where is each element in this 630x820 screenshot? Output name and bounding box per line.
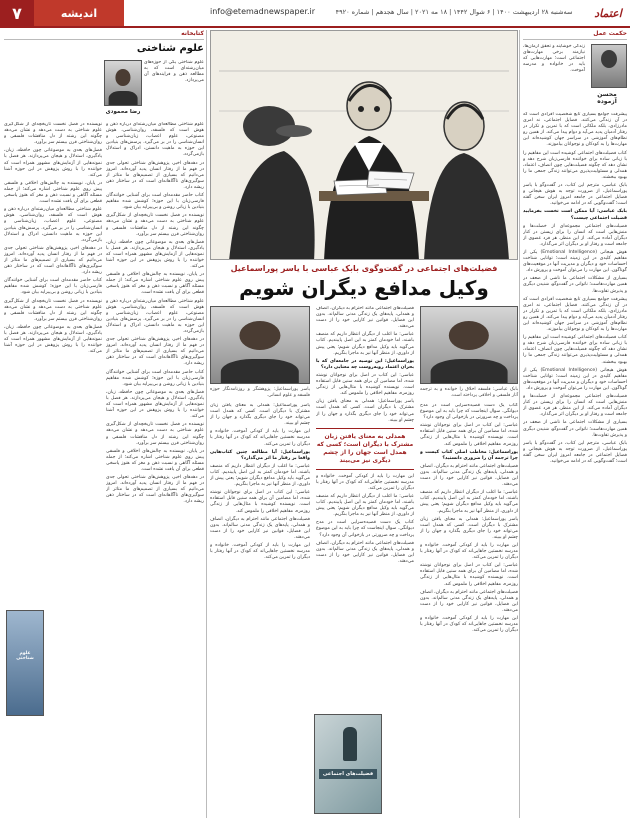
contact-email[interactable]: info@etemadnewspaper.ir (210, 7, 316, 16)
interview-question: پوراسماعیل: مخاطب اصلی کتاب کیست و چرا ترجمه آن را ضروری دانستید؟ (420, 449, 518, 461)
review-title: علوم شناختی (136, 43, 204, 54)
interviewer-photo (210, 306, 310, 384)
person-silhouette (239, 321, 280, 350)
newspaper-logo: اعتماد (594, 6, 622, 20)
author-name: رضا محمودی (105, 109, 141, 115)
paragraph: فضیلت‌های اجتماعی مجموعه‌ای از خصلت‌ها و منش‌هایی است که انسان را برای زیستن در کنار دیگران آماده می‌کند. از این منظر، هر فرد عضوی از جامعه است و رفتار او بر دیگران اثر می‌گذارد. (523, 223, 627, 247)
author-name: محسن آزموده (597, 91, 617, 105)
paragraph: علوم شناختی مطالعه‌ای میان‌رشته‌ای درباره ذهن و هوش است که فلسفه، روان‌شناسی، هوش مصنوعی، علوم اعصاب، زبان‌شناسی و انسان‌شناسی را در بر می‌گیرد. پرسش‌های بنیادین این حوزه به ماهیت دانستن، ادراک و استدلال بازمی‌گردد. (106, 122, 204, 158)
paragraph: علوم شناختی مطالعه‌ای میان‌رشته‌ای درباره ذهن و هوش است که فلسفه، روان‌شناسی، هوش مصنوعی، علوم اعصاب، زبان‌شناسی و انسان‌شناسی را در بر می‌گیرد. پرسش‌های بنیادین این حوزه به ماهیت دانستن، ادراک و استدلال بازمی‌گردد. (4, 207, 102, 243)
column-left (4, 30, 204, 818)
paragraph: بسیاری از مشکلات اجتماعی ما ناشی از ضعف در همین مهارت‌هاست؛ ناتوانی در گفت‌وگو، شنیدن دیگری و پذیرش تفاوت‌ها. (523, 276, 627, 294)
review-intro: علوم شناختی یکی از حوزه‌های میان‌رشته‌ای است که به مطالعه ذهن و فرایندهای آن می‌پردازد. (144, 60, 204, 84)
paragraph: در پایان، نویسنده به چالش‌های اخلاقی و فلسفی پیش روی علوم شناختی اشاره می‌کند؛ از جمله مسئله آگاهی و نسبت ذهن و مغز که هنوز پاسخی قطعی برای آن یافت نشده است. (4, 180, 102, 205)
column-divider (206, 30, 207, 818)
interview-question: پوراسماعیل: آیا مطالعه چنین کتاب‌هایی واقعا بر رفتار ما اثر می‌گذارد؟ (210, 449, 310, 461)
book-cover (314, 714, 382, 814)
column-right (523, 30, 627, 818)
paragraph: این مهارت را باید از کودکی آموخت. خانواده و مدرسه نخستین جاهایی‌اند که کودک در آنها رفتار با دیگران را تمرین می‌کند. (210, 429, 310, 447)
paragraph: فضیلت‌های اجتماعی مانند احترام به دیگران، انصاف و همدلی، پایه‌های یک زندگی مدنی سالم‌اند. بدون این فضایل، قوانین نیز کارایی خود را از دست می‌دهند. (420, 463, 518, 488)
paragraph: بابک عباسی، مترجم این کتاب، در گفت‌وگو با یاسر پوراسماعیل، از ضرورت توجه به هوش هیجانی و فضایل اجتماعی در جامعه امروز ایران سخن گفته است؛ گفت‌وگویی که در ادامه می‌خوانید. (523, 183, 627, 207)
paragraph: این مهارت را باید از کودکی آموخت. خانواده و مدرسه نخستین جاهایی‌اند که کودک در آنها رفتار با دیگران را تمرین می‌کند. (420, 616, 518, 634)
paragraph: فضیلت‌های اجتماعی مانند احترام به دیگران، انصاف و همدلی، پایه‌های یک زندگی مدنی سالم‌اند. بدون این فضایل، قوانین نیز کارایی خود را از دست می‌دهند. (316, 540, 414, 564)
paragraph: پیشرفت جوامع بسیاری تابع شخصیت افرادی است که در آن زندگی می‌کنند. فضایل اجتماعی، نه امری مادرزادی، بلکه ملکاتی است که با تمرین و تکرار در رفتار آدمیان پدید می‌آید و دوام پیدا می‌کند. از همین رو نظام‌های آموزشی در سراسر جهان کوشیده‌اند این مهارت‌ها را به کودکان و نوجوانان بیاموزند. (523, 112, 627, 148)
paragraph: پیشرفت جوامع بسیاری تابع شخصیت افرادی است که در آن زندگی می‌کنند. فضایل اجتماعی، نه امری مادرزادی، بلکه ملکاتی است که با تمرین و تکرار در رفتار آدمیان پدید می‌آید و دوام پیدا می‌کند. از همین رو نظام‌های آموزشی در سراسر جهان کوشیده‌اند این مهارت‌ها را به کودکان و نوجوانان بیاموزند. (523, 296, 627, 333)
author-box (523, 44, 627, 112)
paragraph: یاسر پوراسماعیل: همدلی به معنای یافتن زبان مشترک با دیگران است. کسی که همدل است می‌تواند خود را جای دیگری بگذارد و جهان را از چشم او ببیند. (420, 516, 518, 540)
paragraph: فضیلت‌های اجتماعی مانند احترام به دیگران، انصاف و همدلی، پایه‌های یک زندگی مدنی سالم‌اند. بدون این فضایل، قوانین نیز کارایی خود را از دست می‌دهند. (316, 306, 414, 330)
paragraph: عباسی: این کتاب در اصل برای نوجوانان نوشته شده، اما مضامین آن برای همه سنین قابل استفاده است. نویسنده کوشیده با مثال‌هایی از زندگی روزمره، مفاهیم اخلاقی را ملموس کند. (210, 490, 310, 514)
interviewee-photo (420, 306, 518, 384)
paragraph: هوش هیجانی (Emotional Intelligence) یکی از مفاهیم کلیدی در این زمینه است؛ توانایی شناخت احساسات خود و دیگران و مدیریت آنها در موقعیت‌های گوناگون. این مهارت را می‌توان آموخت و پرورش داد. (523, 367, 627, 391)
photo-caption: یاسر پوراسماعیل: پژوهشگر و روزنامه‌نگار حوزه فلسفه و علوم انسانی. (210, 387, 310, 398)
paragraph: کتاب فضیلت‌های اجتماعی کوشیده است این مفاهیم را با زبانی ساده برای خواننده فارسی‌زبان شرح دهد و نشان دهد که چگونه فضیلت‌هایی چون انصاف، اعتماد، همدلی و مسئولیت‌پذیری می‌توانند زندگی جمعی ما را بهبود ببخشند. (523, 150, 627, 180)
section-label: اندیشه (34, 0, 124, 26)
column-kicker: کتابخانه (4, 30, 204, 40)
paragraph: یاسر پوراسماعیل: همدلی به معنای یافتن زبان مشترک با دیگران است. کسی که همدل است می‌تواند خود را جای دیگری بگذارد و جهان را از چشم او ببیند. (210, 403, 310, 427)
person-silhouette (449, 321, 489, 350)
paragraph: عباسی: ما اغلب از دیگران انتظار داریم که منصف باشند، اما خودمان کمتر به این اصل پایبندیم. کتاب می‌گوید باید وکیل مدافع دیگران شویم؛ یعنی پیش از داوری، از منظر آنها نیز به ماجرا بنگریم. (316, 493, 414, 518)
paragraph: این مهارت را باید از کودکی آموخت. خانواده و مدرسه نخستین جاهایی‌اند که کودک در آنها رفتار با دیگران را تمرین می‌کند. (210, 542, 310, 561)
paragraph: هوش هیجانی (Emotional Intelligence) یکی از مفاهیم کلیدی در این زمینه است؛ توانایی شناخت احساسات خود و دیگران و مدیریت آنها در موقعیت‌های گوناگون. این مهارت را می‌توان آموخت و پرورش داد. (523, 249, 627, 274)
paragraph: فصل‌های بعدی به موضوعاتی چون حافظه، زبان، یادگیری، استدلال و هیجان می‌پردازند. هر فصل با نمونه‌هایی از آزمایش‌های مشهور همراه است که خواننده را با روش پژوهش در این حوزه آشنا می‌کند. (106, 239, 204, 270)
paragraph: این مهارت را باید از کودکی آموخت. خانواده و مدرسه نخستین جاهایی‌اند که کودک در آنها رفتار با دیگران را تمرین می‌کند. (316, 473, 414, 491)
column-text (210, 403, 310, 703)
paragraph: علوم شناختی مطالعه‌ای میان‌رشته‌ای درباره ذهن و هوش است که فلسفه، روان‌شناسی، هوش مصنوعی، علوم اعصاب، زبان‌شناسی و انسان‌شناسی را در بر می‌گیرد. پرسش‌های بنیادین این حوزه به ماهیت دانستن، ادراک و استدلال بازمی‌گردد. (106, 298, 204, 334)
review-column (106, 122, 204, 812)
article-column (420, 306, 518, 818)
paragraph: عباسی: ما اغلب از دیگران انتظار داریم که منصف باشند، اما خودمان کمتر به این اصل پایبندیم. کتاب می‌گوید باید وکیل مدافع دیگران شویم؛ یعنی پیش از داوری، از منظر آنها نیز به ماجرا بنگریم. (210, 463, 310, 488)
paragraph: کتاب حاضر مقدمه‌ای است برای آشنایی خوانندگان فارسی‌زبان با این حوزه؛ کوشش شده مفاهیم بنیادین با زبانی روشن و بی‌پیرایه بیان شود. (106, 193, 204, 211)
paragraph: بسیاری از مشکلات اجتماعی ما ناشی از ضعف در همین مهارت‌هاست؛ ناتوانی در گفت‌وگو، شنیدن دیگری و پذیرش تفاوت‌ها. (523, 420, 627, 438)
dateline: سه‌شنبه ۲۸ اردیبهشت ۱۴۰۰ | ۶ شوال ۱۴۴۲ | ۱۸ مه ۲۰۲۱ | سال هجدهم | شماره ۴۹۲۰ (335, 8, 573, 16)
paragraph: کتاب یک دست قصیده‌سرایی است در مدح دیوانگی. سوال اینجاست که چرا باید به این موضوع پرداخت و چه ضرورتی در بازخوانی آن وجود دارد؟ (420, 403, 518, 421)
paragraph: فصل‌های بعدی به موضوعاتی چون حافظه، زبان، یادگیری، استدلال و هیجان می‌پردازند. هر فصل با نمونه‌هایی از آزمایش‌های مشهور همراه است که خواننده را با روش پژوهش در این حوزه آشنا می‌کند. (4, 324, 102, 355)
header-rule (0, 26, 630, 28)
paragraph: کتاب فضیلت‌های اجتماعی کوشیده است این مفاهیم را با زبانی ساده برای خواننده فارسی‌زبان شرح دهد و نشان دهد که چگونه فضیلت‌هایی چون انصاف، اعتماد، همدلی و مسئولیت‌پذیری می‌توانند زندگی جمعی ما را بهبود ببخشند. (523, 335, 627, 365)
cartoon-illustration (210, 30, 518, 260)
paragraph: نویسنده در فصل نخست تاریخچه‌ای از شکل‌گیری علوم شناختی به دست می‌دهد و نشان می‌دهد چگونه این رشته از دل مناقشات فلسفی و روان‌شناختی قرن بیستم سر برآورد. (106, 422, 204, 446)
book-cover-title: علوم شناختی (16, 651, 34, 661)
photo-caption: بابک عباسی: فلسفه اخلاق را خوانده و به ترجمه آثار فلسفی و اخلاقی پرداخته است. (420, 387, 518, 398)
column-text (316, 306, 414, 706)
book-cover-title: فضیلت‌های اجتماعی (319, 769, 377, 779)
paragraph: عباسی: این کتاب در اصل برای نوجوانان نوشته شده، اما مضامین آن برای همه سنین قابل استفاده است. نویسنده کوشیده با مثال‌هایی از زندگی روزمره، مفاهیم اخلاقی را ملموس کند. (420, 423, 518, 447)
column-text (420, 403, 518, 803)
paragraph: عباسی: این کتاب در اصل برای نوجوانان نوشته شده، اما مضامین آن برای همه سنین قابل استفاده است. نویسنده کوشیده با مثال‌هایی از زندگی روزمره، مفاهیم اخلاقی را ملموس کند. (316, 372, 414, 397)
paragraph: در دهه‌های اخیر، پژوهش‌های شناختی تحولی جدی در فهم ما از رفتار انسان پدید آورده‌اند. امروز می‌دانیم که بسیاری از تصمیم‌های ما متاثر از سوگیری‌های ناآگاهانه‌ای است که در ساختار ذهن ریشه دارد. (4, 245, 102, 276)
paragraph: نویسنده در فصل نخست تاریخچه‌ای از شکل‌گیری علوم شناختی به دست می‌دهد و نشان می‌دهد چگونه این رشته از دل مناقشات فلسفی و روان‌شناختی قرن بیستم سر برآورد. (106, 213, 204, 237)
paragraph: در پایان، نویسنده به چالش‌های اخلاقی و فلسفی پیش روی علوم شناختی اشاره می‌کند؛ از جمله مسئله آگاهی و نسبت ذهن و مغز که هنوز پاسخی قطعی برای آن یافت نشده است. (106, 272, 204, 296)
paragraph: عباسی: این کتاب در اصل برای نوجوانان نوشته شده، اما مضامین آن برای همه سنین قابل استفاده است. نویسنده کوشیده با مثال‌هایی از زندگی روزمره، مفاهیم اخلاقی را ملموس کند. (420, 563, 518, 587)
paragraph: عباسی: ما اغلب از دیگران انتظار داریم که منصف باشند، اما خودمان کمتر به این اصل پایبندیم. کتاب می‌گوید باید وکیل مدافع دیگران شویم؛ یعنی پیش از داوری، از منظر آنها نیز به ماجرا بنگریم. (420, 490, 518, 514)
paragraph: کتاب حاضر مقدمه‌ای است برای آشنایی خوانندگان فارسی‌زبان با این حوزه؛ کوشش شده مفاهیم بنیادین با زبانی روشن و بی‌پیرایه بیان شود. (106, 369, 204, 387)
paragraph: در پایان، نویسنده به چالش‌های اخلاقی و فلسفی پیش روی علوم شناختی اشاره می‌کند؛ از جمله مسئله آگاهی و نسبت ذهن و مغز که هنوز پاسخی قطعی برای آن یافت نشده است. (106, 448, 204, 472)
paragraph: فصل‌های بعدی به موضوعاتی چون حافظه، زبان، یادگیری، استدلال و هیجان می‌پردازند. هر فصل با نمونه‌هایی از آزمایش‌های مشهور همراه است که خواننده را با روش پژوهش در این حوزه آشنا می‌کند. (4, 148, 102, 178)
paragraph: این مهارت را باید از کودکی آموخت. خانواده و مدرسه نخستین جاهایی‌اند که کودک در آنها رفتار با دیگران را تمرین می‌کند. (420, 542, 518, 561)
paragraph: در دهه‌های اخیر، پژوهش‌های شناختی تحولی جدی در فهم ما از رفتار انسان پدید آورده‌اند. امروز می‌دانیم که بسیاری از تصمیم‌های ما متاثر از سوگیری‌های ناآگاهانه‌ای است که در ساختار ذهن ریشه دارد. (106, 337, 204, 367)
paragraph: فصل‌های بعدی به موضوعاتی چون حافظه، زبان، یادگیری، استدلال و هیجان می‌پردازند. هر فصل با نمونه‌هایی از آزمایش‌های مشهور همراه است که خواننده را با روش پژوهش در این حوزه آشنا می‌کند. (106, 389, 204, 420)
column-divider (519, 30, 520, 818)
paragraph: فضیلت‌های اجتماعی مانند احترام به دیگران، انصاف و همدلی، پایه‌های یک زندگی مدنی سالم‌اند. بدون این فضایل، قوانین نیز کارایی خود را از دست می‌دهند. (210, 516, 310, 540)
paragraph: کتاب حاضر مقدمه‌ای است برای آشنایی خوانندگان فارسی‌زبان با این حوزه؛ کوشش شده مفاهیم بنیادین با زبانی روشن و بی‌پیرایه بیان شود. (4, 278, 102, 296)
interview-question: بابک عباسی: آیا ممکن است نخست بفرمایید فضیلت اجتماعی چیست؟ (523, 209, 627, 221)
paragraph: کتاب یک دست قصیده‌سرایی است در مدح دیوانگی. سوال اینجاست که چرا باید به این موضوع پرداخت و چه ضرورتی در بازخوانی آن وجود دارد؟ (316, 520, 414, 538)
paragraph: عباسی: ما اغلب از دیگران انتظار داریم که منصف باشند، اما خودمان کمتر به این اصل پایبندیم. کتاب می‌گوید باید وکیل مدافع دیگران شویم؛ یعنی پیش از داوری، از منظر آنها نیز به ماجرا بنگریم. (316, 332, 414, 356)
author-photo (591, 44, 627, 88)
paragraph: بابک عباسی، مترجم این کتاب، در گفت‌وگو با یاسر پوراسماعیل، از ضرورت توجه به هوش هیجانی و فضایل اجتماعی در جامعه امروز ایران سخن گفته است؛ گفت‌وگویی که در ادامه می‌خوانید. (523, 440, 627, 464)
feature-article (210, 30, 518, 818)
article-column (210, 306, 310, 818)
paragraph: یاسر پوراسماعیل: همدلی به معنای یافتن زبان مشترک با دیگران است. کسی که همدل است می‌تواند خود را جای دیگری بگذارد و جهان را از چشم او ببیند. (316, 399, 414, 423)
column-body (523, 112, 627, 812)
article-columns (210, 306, 518, 818)
article-headline: وکیل مدافع دیگران شویم (239, 276, 489, 300)
page-number: ۷ (0, 0, 34, 26)
column-kicker: حکمت عمل (523, 30, 627, 40)
column-lede: زندگی خوشایند و تحقق آرمان‌ها، نیازمند برخی مهارت‌های اجتماعی است؛ مهارت‌هایی که باید در خانواده و مدرسه آموخت. (523, 44, 585, 74)
cover-figure (343, 727, 357, 761)
paragraph: فضیلت‌های اجتماعی مانند احترام به دیگران، انصاف و همدلی، پایه‌های یک زندگی مدنی سالم‌اند. بدون این فضایل، قوانین نیز کارایی خود را از دست می‌دهند. (420, 589, 518, 613)
paragraph: در دهه‌های اخیر، پژوهش‌های شناختی تحولی جدی در فهم ما از رفتار انسان پدید آورده‌اند. امروز می‌دانیم که بسیاری از تصمیم‌های ما متاثر از سوگیری‌های ناآگاهانه‌ای است که در ساختار ذهن ریشه دارد. (106, 475, 204, 505)
caricature-drawing (210, 31, 517, 260)
pull-quote: همدلی به معنای یافتن زبان مشترک با دیگران است؛ کسی که همدل است جهان را از چشم دیگری نیز می‌بیند (316, 428, 414, 470)
page-header (0, 0, 630, 26)
author-photo (104, 60, 142, 106)
book-cover (6, 610, 44, 716)
paragraph: فضیلت‌های اجتماعی مجموعه‌ای از خصلت‌ها و منش‌هایی است که انسان را برای زیستن در کنار دیگران آماده می‌کند. از این منظر، هر فرد عضوی از جامعه است و رفتار او بر دیگران اثر می‌گذارد. (523, 394, 627, 418)
person-silhouette (115, 69, 130, 86)
paragraph: نویسنده در فصل نخست تاریخچه‌ای از شکل‌گیری علوم شناختی به دست می‌دهد و نشان می‌دهد چگونه این رشته از دل مناقشات فلسفی و روان‌شناختی قرن بیستم سر برآورد. (4, 122, 102, 146)
paragraph: در دهه‌های اخیر، پژوهش‌های شناختی تحولی جدی در فهم ما از رفتار انسان پدید آورده‌اند. امروز می‌دانیم که بسیاری از تصمیم‌های ما متاثر از سوگیری‌های ناآگاهانه‌ای است که در ساختار ذهن ریشه دارد. (106, 160, 204, 190)
interview-question: پوراسماعیل: این توصیه در جامعه‌ای که با بحران اعتماد روبه‌روست چه معنایی دارد؟ (316, 358, 414, 370)
review-column (4, 122, 102, 602)
article-deck: فضیلت‌های اجتماعی در گفت‌وگوی بابک عباسی با یاسر پوراسماعیل (230, 264, 498, 273)
paragraph: نویسنده در فصل نخست تاریخچه‌ای از شکل‌گیری علوم شناختی به دست می‌دهد و نشان می‌دهد چگونه این رشته از دل مناقشات فلسفی و روان‌شناختی قرن بیستم سر برآورد. (4, 298, 102, 322)
